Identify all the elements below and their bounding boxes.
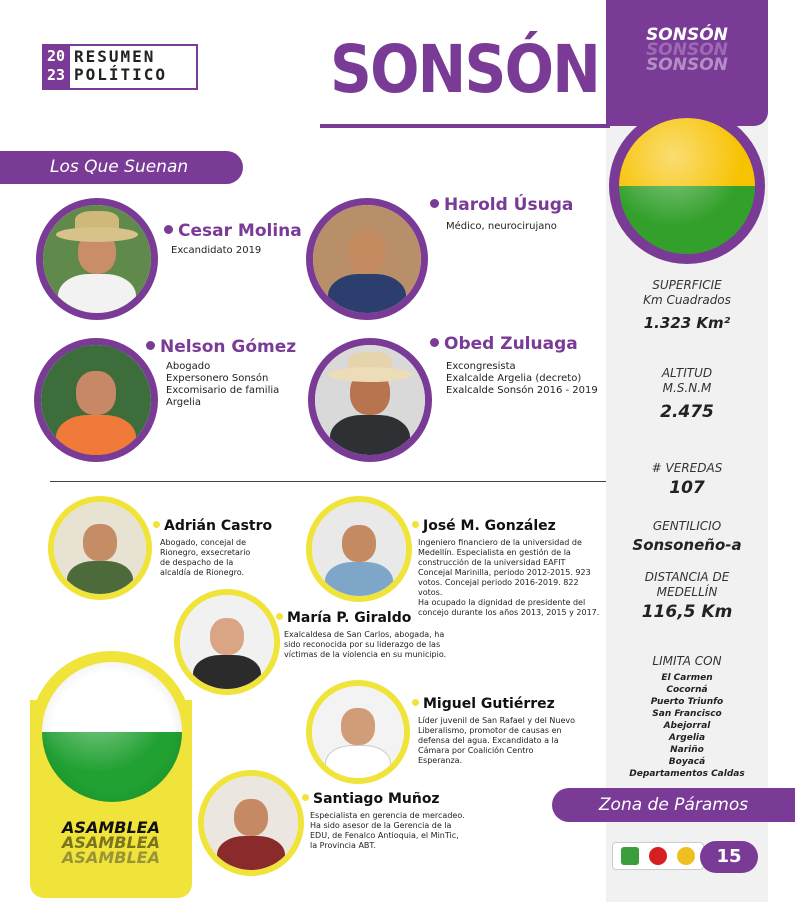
- person-name: Adrián Castro: [153, 517, 272, 535]
- limit-item: Nariño: [670, 745, 704, 755]
- sponsor-logos: [612, 842, 704, 870]
- limit-item: Departamentos Caldas: [629, 769, 745, 779]
- avatar-jose-gonzalez: [306, 496, 412, 602]
- municipal-flag: [619, 118, 755, 254]
- person-description: Médico, neurocirujano: [446, 221, 557, 232]
- section-banner-suenan: Los Que Suenan: [0, 151, 243, 184]
- limit-item: Argelia: [668, 733, 706, 743]
- person-name: Cesar Molina: [164, 221, 302, 241]
- sponsor-logo-icon: [621, 847, 639, 865]
- person-name: José M. González: [412, 517, 556, 535]
- sponsor-logo-icon: [677, 847, 695, 865]
- person-description: Exalcaldesa de San Carlos, abogada, ha sido reconocida por su liderazgo de las víctimas de la violencia en su municipio.: [284, 630, 447, 659]
- limit-item: San Francisco: [652, 709, 722, 719]
- avatar-adrian-castro: [48, 496, 152, 600]
- person-name: Nelson Gómez: [146, 337, 296, 357]
- person-description: Abogado Expersonero Sonsón Excomisario de familia Argelia: [166, 361, 280, 408]
- stat-gentilicio: GENTILICIO Sonsoneño-a: [632, 519, 742, 554]
- person-name: Santiago Muñoz: [302, 790, 440, 808]
- person-description: Excongresista Exalcalde Argelia (decreto) Exalcalde Sonsón 2016 - 2019: [446, 361, 598, 396]
- stat-limita: LIMITA CON El Carmen Cocorná Puerto Triunfo San Francisco Abejorral Argelia Nariño Boyacá Departamentos Caldas: [606, 654, 768, 780]
- asamblea-label: ASAMBLEA ASAMBLEA ASAMBLEA: [62, 818, 160, 867]
- limit-item: Cocorná: [666, 685, 708, 695]
- person-description: Ingeniero financiero de la universidad de Medellín. Especialista en gestión de la construcción de la universidad EAFIT Concejal Marinilla, periodo 2012-2015. 923 votos. Concejal periodo 2016-2019. 822 votos. Ha ocupado la dignidad de presidente del concejo durante los años 2013, 2015 y 2017.: [418, 538, 600, 617]
- resumen-politico-logo: 20 23 RESUMEN POLÍTICO: [42, 44, 198, 90]
- limit-item: Puerto Triunfo: [650, 697, 724, 707]
- limit-item: Boyacá: [668, 757, 706, 767]
- page-number: 15: [700, 841, 758, 873]
- person-name: Obed Zuluaga: [430, 334, 578, 354]
- sponsor-logo-icon: [649, 847, 667, 865]
- side-banner-text: SONSÓN SONSON SONSON: [646, 25, 728, 75]
- page-title: SONSÓN: [330, 31, 600, 108]
- avatar-obed-zuluaga: [308, 338, 432, 462]
- avatar-cesar-molina: [36, 198, 158, 320]
- limit-item: Abejorral: [663, 721, 711, 731]
- avatar-maria-giraldo: [174, 589, 280, 695]
- limit-item: El Carmen: [661, 673, 713, 683]
- avatar-nelson-gomez: [34, 338, 158, 462]
- person-description: Líder juvenil de San Rafael y del Nuevo Liberalismo, promotor de causas en defensa del agua. Excandidato a la Cámara por Coalición Centro Esperanza.: [418, 716, 575, 765]
- stat-altitud: ALTITUD M.S.N.M 2.475: [660, 366, 714, 422]
- stat-superficie: SUPERFICIE Km Cuadrados 1.323 Km²: [643, 278, 731, 332]
- avatar-harold-usuga: [306, 198, 428, 320]
- title-underline: [320, 124, 610, 128]
- avatar-santiago-munoz: [198, 770, 304, 876]
- stat-veredas: # VEREDAS 107: [651, 461, 723, 498]
- person-name: Harold Úsuga: [430, 195, 573, 215]
- asamblea-flag: [42, 662, 182, 802]
- person-description: Especialista en gerencia de mercadeo. Ha sido asesor de la Gerencia de la EDU, de Fenalco Antioquia, el MinTic, la Provincia ABT.: [310, 811, 465, 850]
- section-divider: [50, 481, 606, 482]
- person-description: Abogado, concejal de Rionegro, exsecretario de despacho de la alcaldía de Rionegro.: [160, 538, 251, 577]
- person-description: Excandidato 2019: [171, 245, 262, 256]
- zona-paramos-banner: Zona de Páramos: [552, 788, 795, 822]
- avatar-miguel-gutierrez: [306, 680, 410, 784]
- person-name: María P. Giraldo: [276, 609, 411, 627]
- person-name: Miguel Gutiérrez: [412, 695, 555, 713]
- stat-distancia: DISTANCIA DE MEDELLÍN 116,5 Km: [641, 570, 733, 622]
